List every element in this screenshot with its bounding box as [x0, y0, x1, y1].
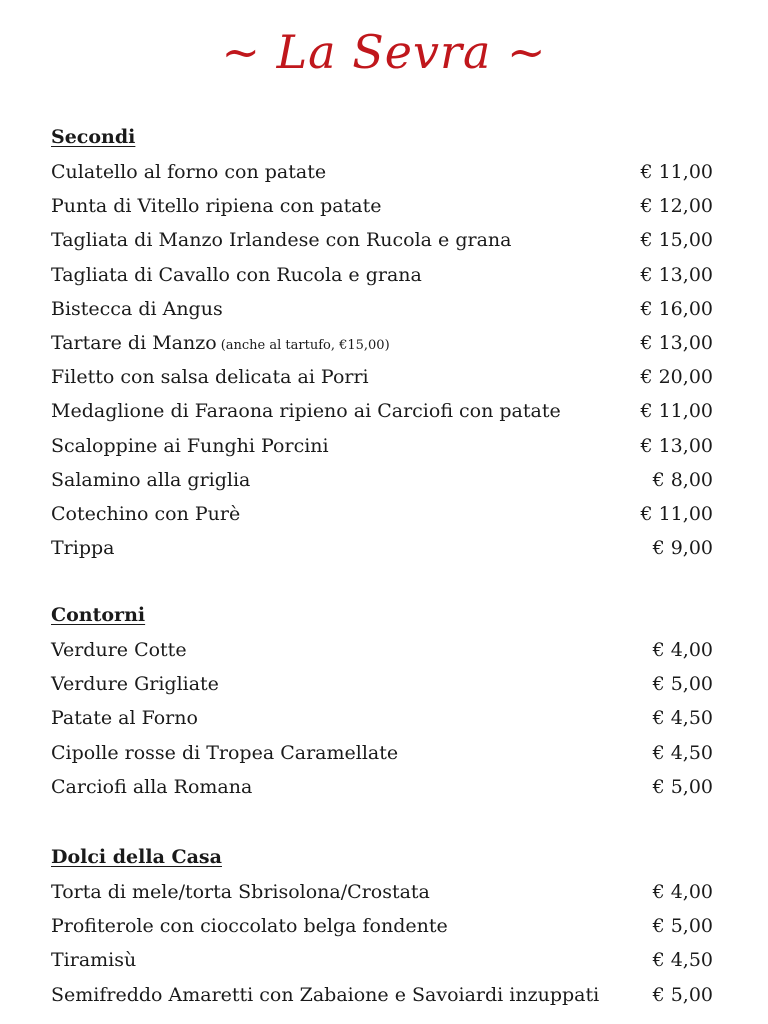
- menu-item-name: Culatello al forno con patate: [51, 161, 327, 183]
- menu-item-name: Cotechino con Purè: [51, 502, 241, 525]
- section-heading: Secondi: [51, 126, 136, 148]
- section-heading: Dolci della Casa: [51, 846, 222, 868]
- menu-item-name: Cipolle rosse di Tropea Caramellate: [51, 741, 399, 764]
- menu-item-price: € 16,00: [640, 297, 713, 320]
- menu-item-name: Tagliata di Cavallo con Rucola e grana: [51, 263, 422, 286]
- menu-item: [51, 326, 713, 360]
- menu-item: [51, 258, 713, 292]
- menu-item-left: [51, 667, 219, 701]
- menu-item-price: € 9,00: [652, 537, 713, 560]
- menu-item-price: € 8,00: [652, 468, 713, 491]
- menu-list: [51, 875, 713, 1012]
- menu-item: [51, 394, 713, 428]
- menu-item-name: Verdure Cotte: [51, 639, 187, 661]
- section-dolci: [51, 844, 713, 1012]
- menu-item-price: € 12,00: [640, 195, 713, 218]
- menu-item-name: Medaglione di Faraona ripieno ai Carciofi con patate: [51, 400, 561, 423]
- menu-item-price: € 11,00: [640, 400, 713, 423]
- menu-item: [51, 292, 713, 326]
- menu-item-name: Punta di Vitello ripiena con patate: [51, 195, 382, 218]
- menu-item-name: Profiterole con cioccolato belga fondente: [51, 915, 448, 938]
- menu-item-name: Filetto con salsa delicata ai Porri: [51, 366, 369, 389]
- menu-item: [51, 429, 713, 463]
- menu-item-left: [51, 978, 599, 1012]
- menu-item-left: [51, 189, 381, 223]
- menu-item-name: Verdure Grigliate: [51, 673, 219, 696]
- menu-item-name: Salamino alla griglia: [51, 468, 251, 491]
- menu-item-name: Torta di mele/torta Sbrisolona/Crostata: [51, 881, 430, 903]
- menu-item-name: Tartare di Manzo: [51, 331, 217, 354]
- section-contorni: [51, 602, 713, 804]
- menu-item-left: [51, 943, 136, 977]
- menu-item-price: € 4,50: [652, 741, 713, 764]
- menu-item-price: € 15,00: [640, 229, 713, 252]
- section-heading: Contorni: [51, 604, 146, 626]
- menu-item-price: € 5,00: [652, 983, 713, 1006]
- menu-item: [51, 531, 713, 565]
- menu-item-name: Tagliata di Manzo Irlandese con Rucola e grana: [51, 229, 512, 252]
- menu-item-left: [51, 909, 448, 943]
- menu-item-price: € 11,00: [640, 502, 713, 525]
- menu-item-price: € 13,00: [640, 331, 713, 354]
- menu-item-price: € 4,50: [652, 707, 713, 730]
- menu-item-name: Semifreddo Amaretti con Zabaione e Savoiardi inzuppati: [51, 983, 600, 1006]
- menu-item-name: Carciofi alla Romana: [51, 775, 253, 798]
- menu-item-price: € 4,00: [652, 639, 713, 661]
- menu-item: [51, 736, 713, 770]
- menu-item-price: € 4,00: [652, 881, 713, 903]
- menu-item: [51, 155, 713, 189]
- menu-item-left: [51, 531, 115, 565]
- menu-item-name: Bistecca di Angus: [51, 297, 223, 320]
- menu-item-price: € 13,00: [640, 434, 713, 457]
- menu-list: [51, 155, 713, 565]
- menu-item-left: [51, 394, 561, 428]
- menu-item: [51, 633, 713, 667]
- menu-item: [51, 701, 713, 735]
- menu-item-left: [51, 875, 430, 909]
- menu-item-left: [51, 258, 422, 292]
- menu-item-left: [51, 292, 223, 326]
- menu-item-price: € 5,00: [652, 915, 713, 938]
- menu-item-left: [51, 770, 252, 804]
- menu-item: [51, 978, 713, 1012]
- menu-item-left: [51, 463, 250, 497]
- menu-item-price: € 5,00: [652, 775, 713, 798]
- menu-item: [51, 223, 713, 257]
- menu-item-price: € 11,00: [640, 161, 713, 183]
- menu-item: [51, 463, 713, 497]
- section-secondi: [51, 124, 713, 565]
- menu-item: [51, 667, 713, 701]
- menu-item-name: Tiramisù: [51, 949, 137, 972]
- menu-item: [51, 497, 713, 531]
- menu-item-left: [51, 326, 390, 363]
- menu-item-name: Patate al Forno: [51, 707, 198, 730]
- restaurant-title: ~ La Sevra ~: [221, 25, 547, 79]
- menu-item-left: [51, 223, 511, 257]
- menu-item-left: [51, 701, 198, 735]
- menu-item-left: [51, 155, 326, 189]
- menu-item-left: [51, 497, 240, 531]
- menu-item-left: [51, 736, 398, 770]
- menu-item-price: € 5,00: [652, 673, 713, 696]
- menu-item: [51, 360, 713, 394]
- menu-item: [51, 943, 713, 977]
- menu-item-name: Scaloppine ai Funghi Porcini: [51, 434, 329, 457]
- menu-item-name: Trippa: [51, 537, 115, 560]
- menu-item-left: [51, 360, 369, 394]
- menu-item: [51, 770, 713, 804]
- menu-item-note: (anche al tartufo, €15,00): [220, 337, 390, 353]
- menu-item-price: € 4,50: [652, 949, 713, 972]
- menu-list: [51, 633, 713, 804]
- menu-item: [51, 909, 713, 943]
- menu-item-left: [51, 633, 187, 667]
- menu-item: [51, 189, 713, 223]
- menu-item-price: € 13,00: [640, 263, 713, 286]
- menu-item-left: [51, 429, 329, 463]
- menu-item: [51, 875, 713, 909]
- menu-item-price: € 20,00: [640, 366, 713, 389]
